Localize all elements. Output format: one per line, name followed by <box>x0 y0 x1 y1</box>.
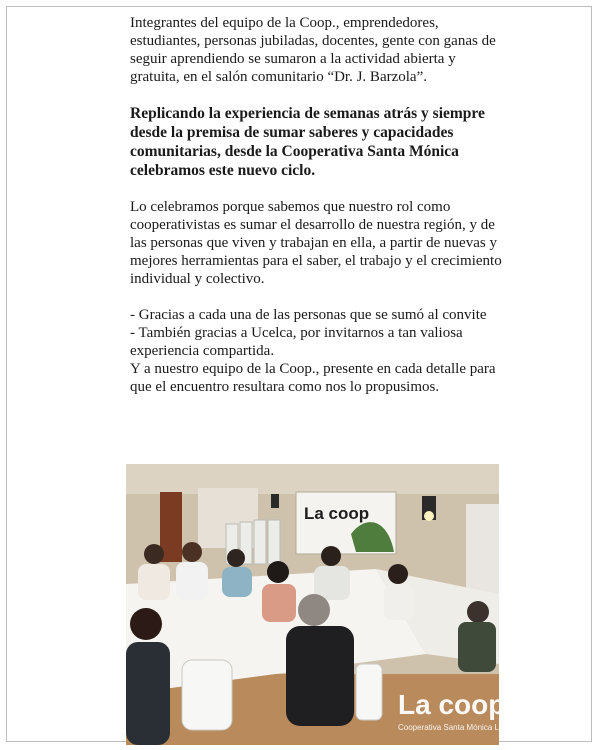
lamp-left-icon <box>271 494 279 508</box>
paragraph-intro: Integrantes del equipo de la Coop., emprendedores, estudiantes, personas jubiladas, docentes, gente con ganas de seguir aprendiendo se sumaron a la actividad abierta y gratuita, en el salón comunitario “Dr. J. Barzola”. <box>130 15 496 85</box>
event-photo <box>126 464 513 745</box>
coop-banner <box>296 492 396 554</box>
paragraph-highlight: Replicando la experiencia de semanas atrás y siempre desde la premisa de sumar saberes y capacidades comunitarias, desde la Cooperativa Santa Mónica celebramos este nuevo ciclo. <box>130 105 485 179</box>
article-body <box>130 14 502 396</box>
paragraph-celebration: Lo celebramos porque sabemos que nuestro rol como cooperativistas es sumar el desarrollo de nuestra región, y de las personas que viven y trabajan en ella, a partir de nuevas y mejores herramientas para el saber, el trabajo y el crecimiento individual y colectivo. <box>130 199 502 287</box>
watermark-logo: La coop <box>398 689 506 720</box>
event-photo-illustration <box>126 464 513 745</box>
coop-watermark <box>398 689 512 732</box>
lamp-right-icon <box>422 496 436 521</box>
thanks-line-3: Y a nuestro equipo de la Coop., presente en cada detalle para que el encuentro resultara como nos lo propusimos. <box>130 361 496 395</box>
thanks-line-2: - También gracias a Ucelca, por invitarnos a tan valiosa experiencia compartida. <box>130 325 463 359</box>
banner-logo: La coop <box>304 504 370 523</box>
thanks-line-1: - Gracias a cada una de las personas que se sumó al convite <box>130 307 487 323</box>
watermark-subtitle: Cooperativa Santa Mónica Ltda. <box>398 723 513 732</box>
